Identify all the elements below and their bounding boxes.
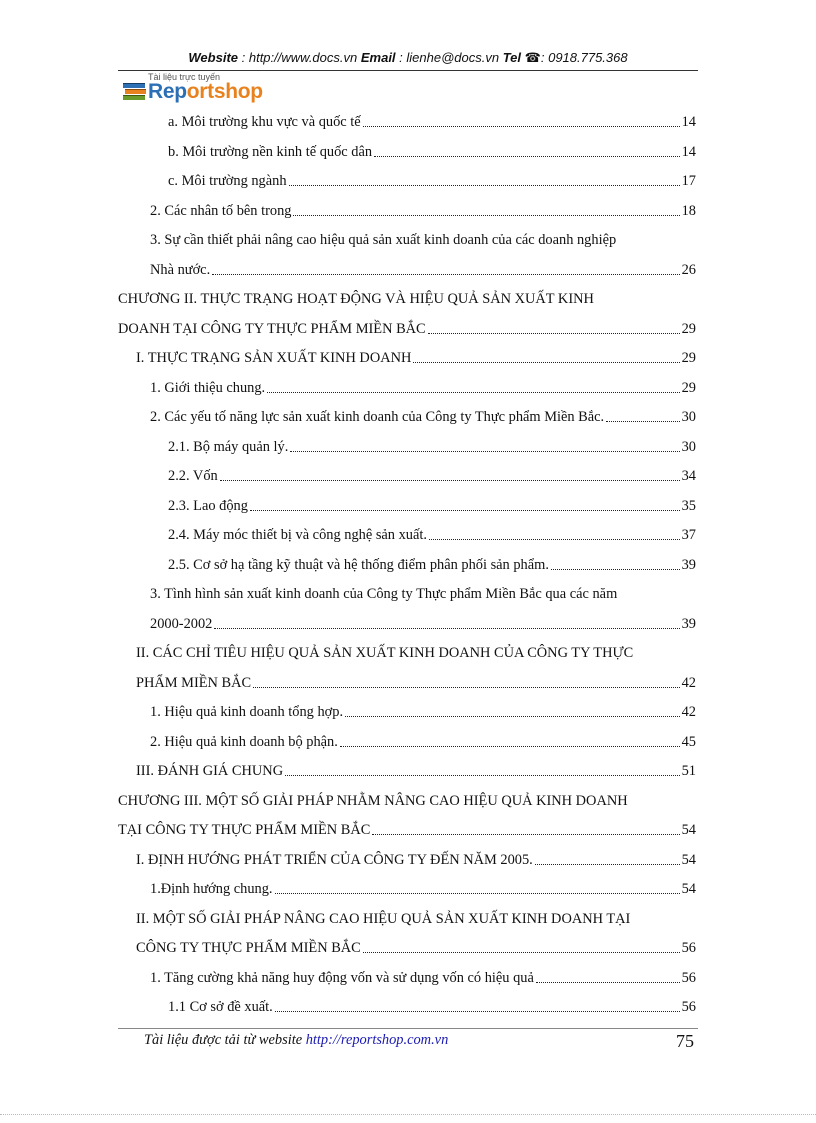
toc-entry: 1. Hiệu quả kinh doanh tổng hợp. 42	[150, 704, 696, 720]
toc-entry: 2000-2002 39	[150, 616, 696, 632]
toc-chapter: CHƯƠNG II. THỰC TRẠNG HOẠT ĐỘNG VÀ HIỆU QUẢ SẢN XUẤT KINH	[118, 291, 594, 307]
toc-chapter: DOANH TẠI CÔNG TY THỰC PHẨM MIỀN BẮC 29	[118, 321, 696, 337]
email-value: : lienhe@docs.vn	[399, 50, 500, 65]
toc-entry: 2. Các yếu tố năng lực sản xuất kinh doanh của Công ty Thực phẩm Miền Bắc. 30	[150, 409, 696, 425]
header-rule	[118, 70, 698, 71]
toc-entry: a. Môi trường khu vực và quốc tế 14	[168, 114, 696, 130]
toc-section: I. THỰC TRẠNG SẢN XUẤT KINH DOANH 29	[136, 350, 696, 366]
toc-section: PHẨM MIỀN BẮC 42	[136, 675, 696, 691]
toc-entry: 2.2. Vốn 34	[168, 468, 696, 484]
toc-entry: 2. Các nhân tố bên trong 18	[150, 203, 696, 219]
tel-label: Tel	[502, 50, 522, 65]
toc-section: CÔNG TY THỰC PHẨM MIỀN BẮC 56	[136, 940, 696, 956]
toc-section: II. CÁC CHỈ TIÊU HIỆU QUẢ SẢN XUẤT KINH DOANH CỦA CÔNG TY THỰC	[136, 645, 634, 661]
logo-tagline: Tài liệu trực tuyến	[148, 72, 221, 82]
toc-entry: 2.1. Bộ máy quản lý. 30	[168, 439, 696, 455]
toc-entry: 2.3. Lao động 35	[168, 498, 696, 514]
toc-entry: Nhà nước. 26	[150, 262, 696, 278]
website-value: : http://www.docs.vn	[241, 50, 358, 65]
page-header	[0, 50, 816, 66]
page-edge	[0, 1114, 816, 1115]
page-number: 75	[676, 1031, 694, 1051]
toc-section: III. ĐÁNH GIÁ CHUNG 51	[136, 763, 696, 779]
toc-section: I. ĐỊNH HƯỚNG PHÁT TRIỂN CỦA CÔNG TY ĐẾN NĂM 2005. 54	[136, 852, 696, 868]
email-label: Email	[360, 50, 396, 65]
toc-entry: 2.5. Cơ sở hạ tầng kỹ thuật và hệ thống điểm phân phối sản phẩm. 39	[168, 557, 696, 573]
toc-chapter: CHƯƠNG III. MỘT SỐ GIẢI PHÁP NHẰM NÂNG CAO HIỆU QUẢ KINH DOANH	[118, 793, 628, 809]
toc-entry: c. Môi trường ngành 17	[168, 173, 696, 189]
toc-entry: 3. Sự cần thiết phải nâng cao hiệu quả sản xuất kinh doanh của các doanh nghiệp	[150, 232, 617, 248]
website-label: Website	[188, 50, 238, 65]
toc-entry: 1.Định hướng chung. 54	[150, 881, 696, 897]
toc-entry: 1.1 Cơ sở đề xuất. 56	[168, 999, 696, 1015]
toc-entry: 1. Tăng cường khả năng huy động vốn và sử dụng vốn có hiệu quả 56	[150, 970, 696, 986]
footer-link[interactable]: http://reportshop.com.vn	[305, 1032, 449, 1048]
tel-value: : 0918.775.368	[540, 50, 628, 65]
toc-entry: b. Môi trường nền kinh tế quốc dân 14	[168, 144, 696, 160]
toc-entry: 1. Giới thiệu chung. 29	[150, 380, 696, 396]
phone-icon: ☎	[524, 50, 541, 65]
toc-entry: 2.4. Máy móc thiết bị và công nghệ sản xuất. 37	[168, 527, 696, 543]
footer-text: Tài liệu được tải từ website http://reportshop.com.vn	[144, 1032, 449, 1048]
toc-chapter: TẠI CÔNG TY THỰC PHẨM MIỀN BẮC 54	[118, 822, 696, 838]
toc-entry: 3. Tình hình sản xuất kinh doanh của Công ty Thực phẩm Miền Bắc qua các năm	[150, 586, 618, 602]
logo-wordmark: Reportshop	[148, 80, 263, 103]
footer-rule	[118, 1028, 698, 1029]
books-icon	[122, 80, 148, 104]
reportshop-logo	[122, 72, 282, 104]
toc-section: II. MỘT SỐ GIẢI PHÁP NÂNG CAO HIỆU QUẢ SẢN XUẤT KINH DOANH TẠI	[136, 911, 631, 927]
toc-entry: 2. Hiệu quả kinh doanh bộ phận. 45	[150, 734, 696, 750]
